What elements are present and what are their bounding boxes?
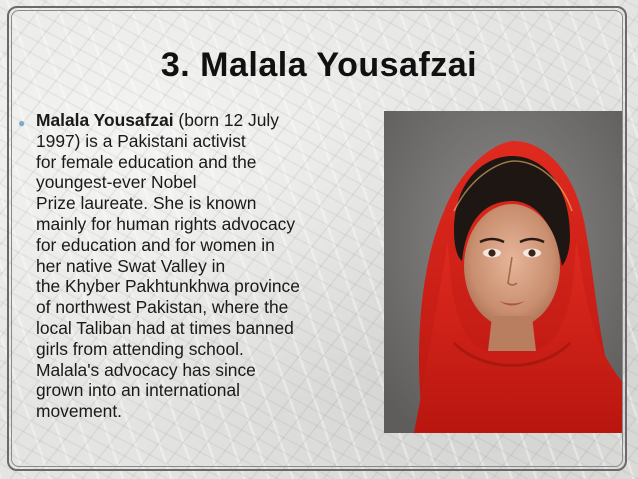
body-line-7: for education and for women in xyxy=(36,234,275,255)
body-line-10: of northwest Pakistan, where the xyxy=(36,297,289,318)
body-line-1 xyxy=(36,110,376,131)
body-line-8: her native Swat Valley in xyxy=(36,255,226,276)
body-line-11: local Taliban had at times banned xyxy=(36,317,294,338)
slide: 3. Malala Yousafzai ● Malala Yousafzai (born 12 July 1997) is a Pakistani activist for female education and the youngest-ever Nobel Prize laureate. She is known mainly for human rights advocacy for education and for women in her native Swat Valley in the Khyber Pakhtunkhwa province of northwest Pakistan, where the local Taliban had at times banned girls from attending school. Malala's advocacy has since grown into an international movement. xyxy=(0,0,638,479)
body-line-13: Malala's advocacy has since xyxy=(36,359,256,380)
body-line-4: youngest-ever Nobel xyxy=(36,172,197,193)
body-line-3: for female education and the xyxy=(36,151,257,172)
body-line-1-rest: (born 12 July xyxy=(173,110,279,130)
slide-title: 3. Malala Yousafzai xyxy=(160,46,478,84)
body-line-5: Prize laureate. She is known xyxy=(36,193,257,214)
bold-name: Malala Yousafzai xyxy=(36,110,174,130)
body-line-2: 1997) is a Pakistani activist xyxy=(36,130,246,151)
body-line-9: the Khyber Pakhtunkhwa province xyxy=(36,276,300,297)
body-line-15: movement. xyxy=(36,401,123,422)
body-line-14: grown into an international xyxy=(36,380,240,401)
body-line-6: mainly for human rights advocacy xyxy=(36,213,296,234)
portrait-photo xyxy=(384,111,622,433)
portrait-illustration xyxy=(384,111,622,433)
body-line-12: girls from attending school. xyxy=(36,338,244,359)
body-paragraph xyxy=(36,110,376,422)
